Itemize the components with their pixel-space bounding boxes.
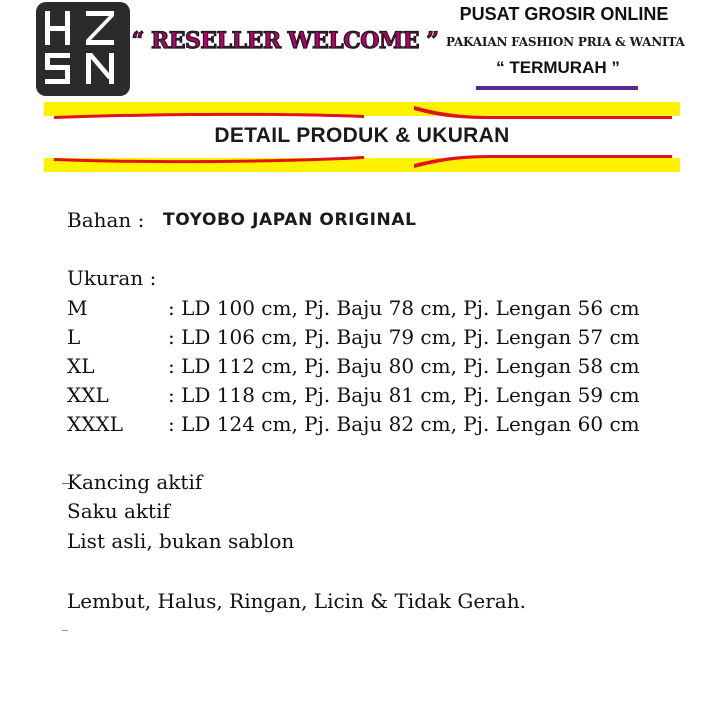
detail-banner [44,102,680,172]
banner-title: DETAIL PRODUK & UKURAN [214,124,510,147]
size-name: XXXL [67,412,123,436]
size-desc: : LD 106 cm, Pj. Baju 79 cm, Pj. Lengan 57 cm [168,325,640,349]
bahan-label: Bahan : [67,208,145,232]
feature-item: Kancing aktif [67,470,203,494]
size-desc: : LD 124 cm, Pj. Baju 82 cm, Pj. Lengan 60 cm [168,412,640,436]
pusat-grosir-heading: PUSAT GROSIR ONLINE [459,4,669,24]
size-desc: : LD 118 cm, Pj. Baju 81 cm, Pj. Lengan 59 cm [168,383,640,407]
size-desc: : LD 100 cm, Pj. Baju 78 cm, Pj. Lengan 56 cm [168,296,640,320]
size-desc: : LD 112 cm, Pj. Baju 80 cm, Pj. Lengan 58 cm [168,354,640,378]
termurah-underline [476,86,638,90]
termurah-tagline: “ TERMURAH ” [496,58,620,77]
ukuran-label: Ukuran : [67,266,157,290]
pakaian-fashion-subtitle: PAKAIAN FASHION PRIA & WANITA [446,35,685,49]
size-name: M [67,296,88,320]
size-name: XL [67,354,95,378]
reseller-welcome-text: “ RESELLER WELCOME ” [131,28,439,54]
divider-mark [62,630,68,631]
size-name: L [67,325,81,349]
size-name: XXL [67,383,109,407]
feature-item: List asli, bukan sablon [67,529,295,553]
hzsn-logo-icon [36,2,130,96]
closing-text: Lembut, Halus, Ringan, Licin & Tidak Gerah. [67,589,526,613]
feature-item: Saku aktif [67,499,170,523]
bahan-value: TOYOBO JAPAN ORIGINAL [163,210,417,230]
